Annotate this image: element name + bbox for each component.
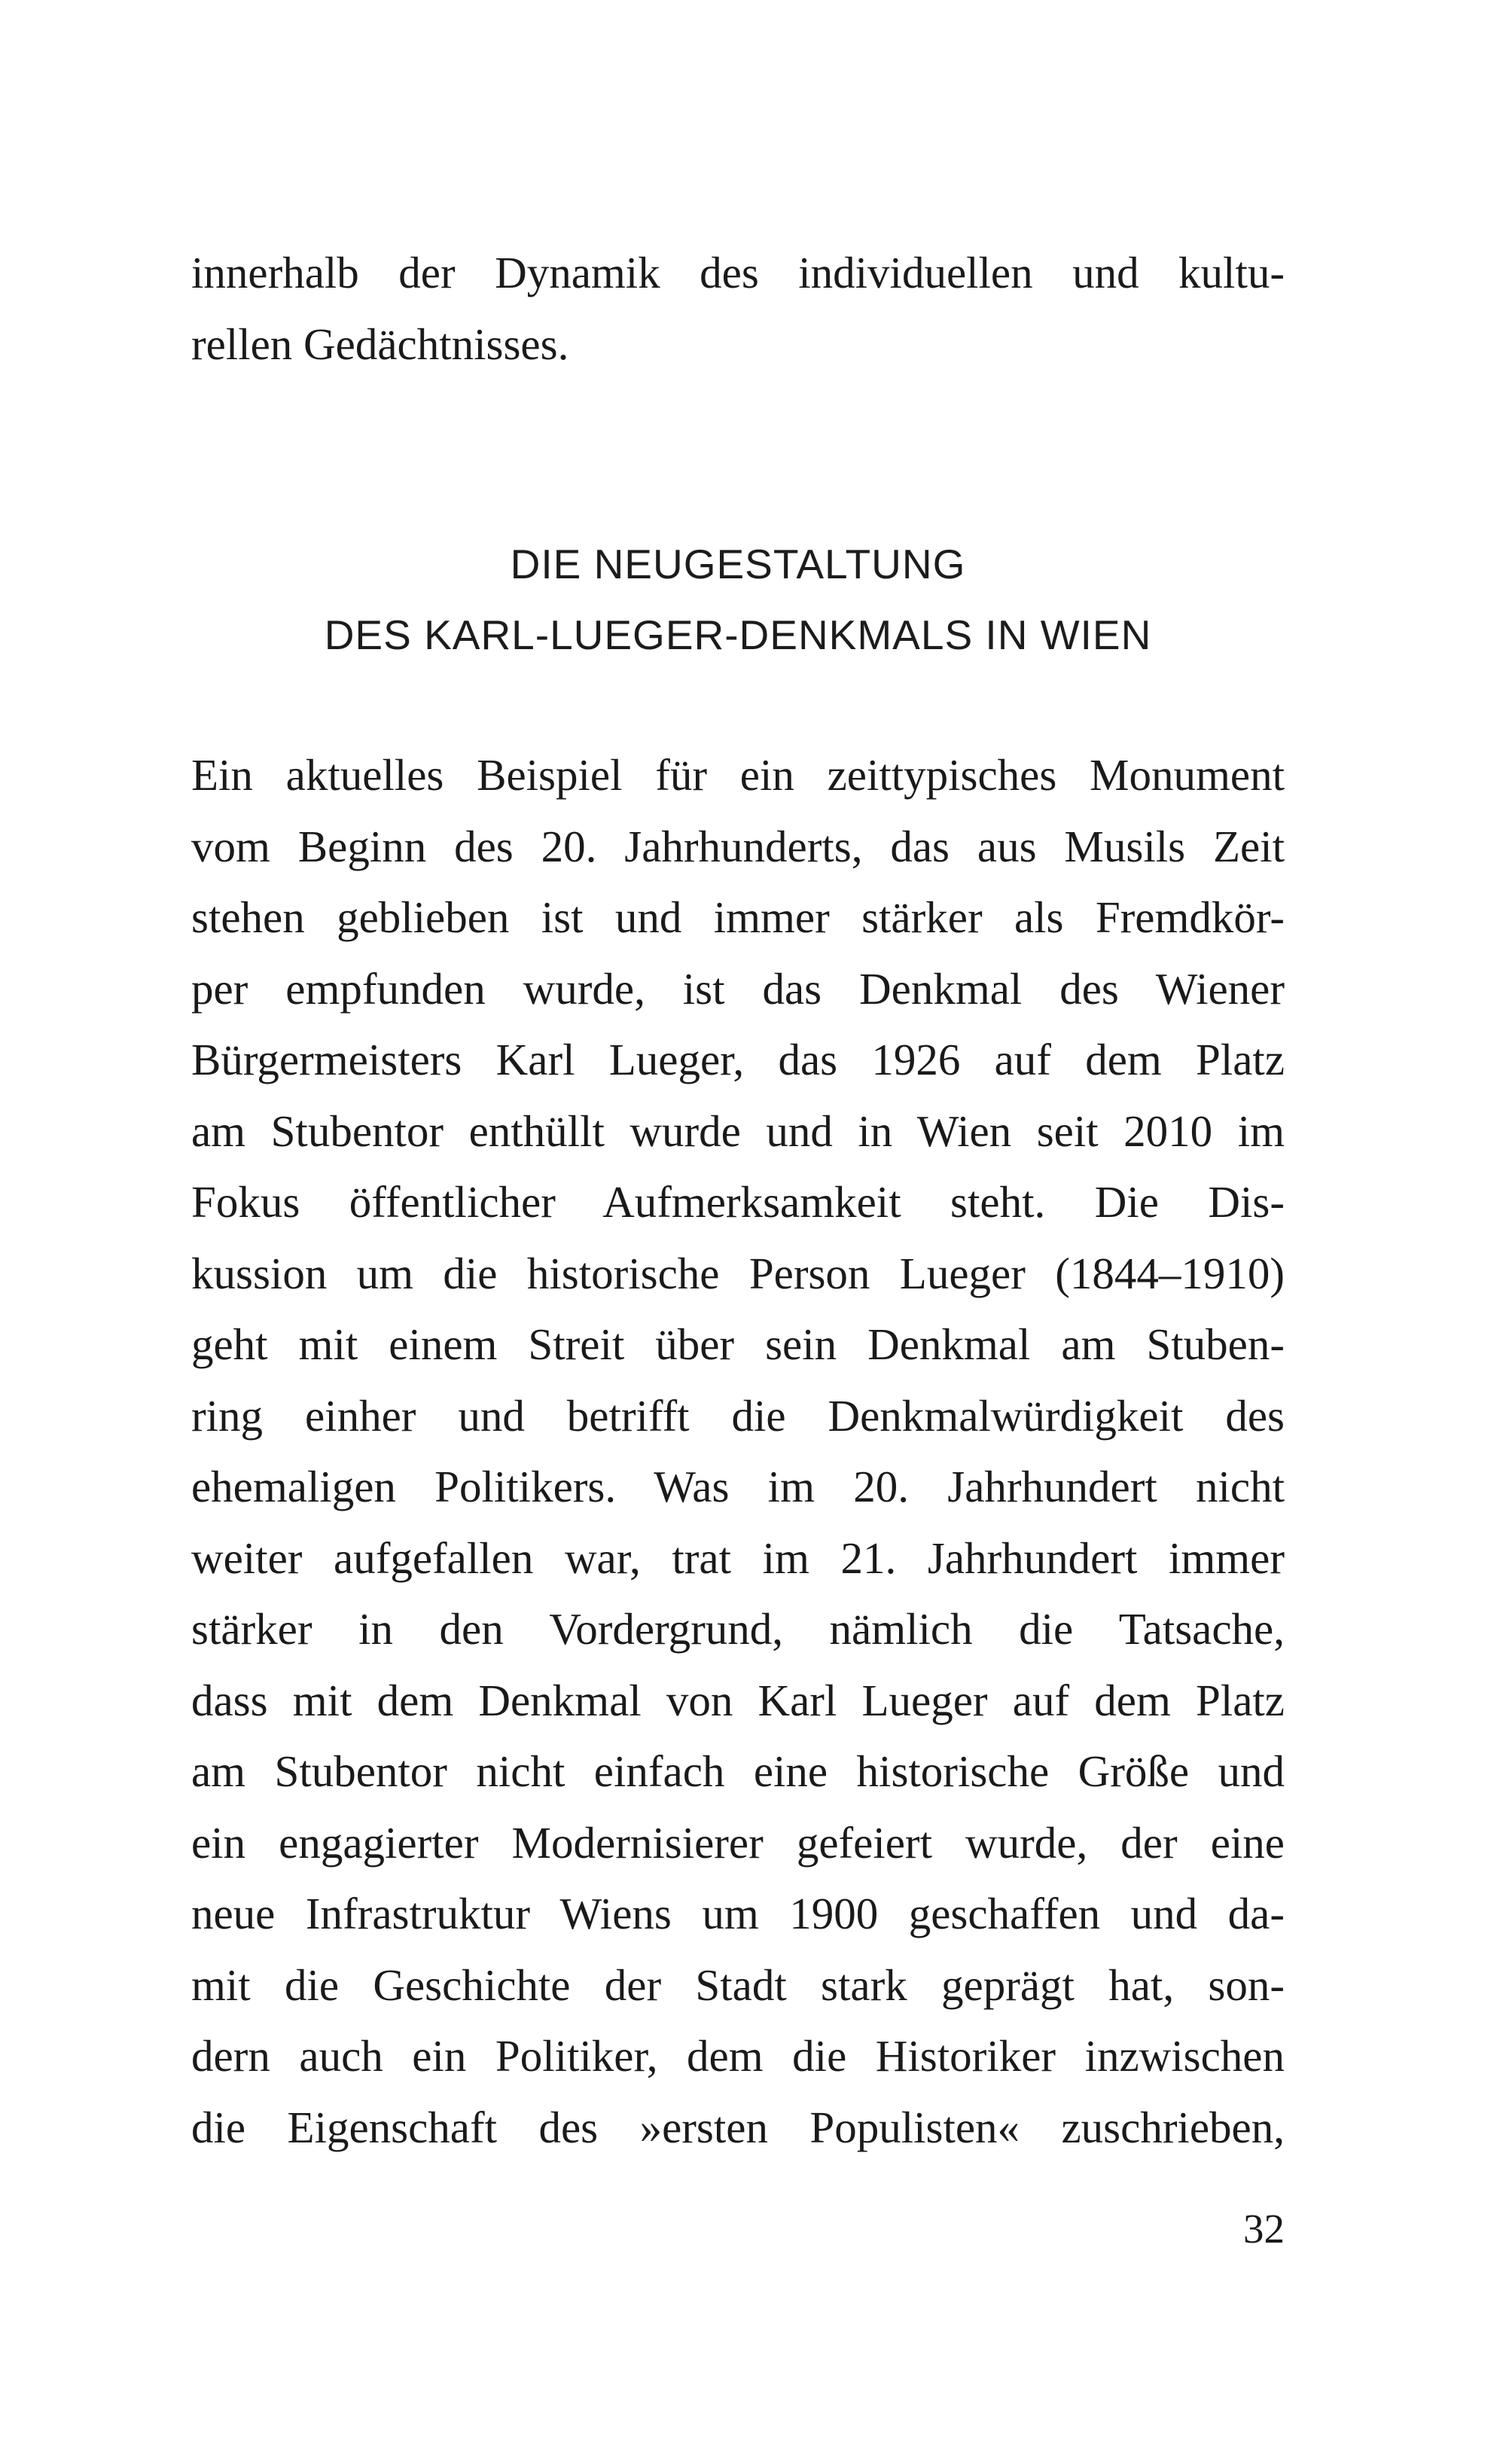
text-line: ehemaligen Politikers. Was im 20. Jahrhundert nicht [191, 1462, 1285, 1511]
text-line: geht mit einem Streit über sein Denkmal am Stuben- [191, 1319, 1285, 1369]
text-line: dass mit dem Denkmal von Karl Lueger auf dem Platz [191, 1675, 1285, 1725]
text-line: kussion um die historische Person Lueger (1844–1910) [191, 1248, 1285, 1298]
section-heading [191, 529, 1285, 670]
body-paragraph [191, 740, 1285, 2163]
text-line: stärker in den Vordergrund, nämlich die Tatsache, [191, 1604, 1285, 1654]
text-line: die Eigenschaft des »ersten Populisten« zuschrieben, [191, 2102, 1285, 2152]
text-line: weiter aufgefallen war, trat im 21. Jahrhundert immer [191, 1532, 1285, 1583]
text-line: am Stubentor nicht einfach eine historische Größe und [191, 1746, 1285, 1796]
text-line: rellen Gedächtnisses. [191, 319, 569, 369]
text-line: neue Infrastruktur Wiens um 1900 geschaffen und da- [191, 1889, 1285, 1938]
text-line: ring einher und betrifft die Denkmalwürdigkeit des [191, 1390, 1285, 1441]
text-line: Bürgermeisters Karl Lueger, das 1926 auf dem Platz [191, 1035, 1285, 1084]
text-line: ein engagierter Modernisierer gefeiert wurde, der eine [191, 1817, 1285, 1868]
text-line: per empfunden wurde, ist das Denkmal des Wiener [191, 963, 1285, 1014]
text-line: vom Beginn des 20. Jahrhunderts, das aus Musils Zeit [191, 821, 1285, 871]
text-line: am Stubentor enthüllt wurde und in Wien seit 2010 im [191, 1105, 1285, 1156]
text-line: Fokus öffentlicher Aufmerksamkeit steht. Die Dis- [191, 1177, 1285, 1227]
page-number: 32 [1243, 2206, 1285, 2252]
text-line: stehen geblieben ist und immer stärker als Fremdkör- [191, 892, 1285, 942]
text-line: Ein aktuelles Beispiel für ein zeittypisches Monument [191, 750, 1285, 800]
text-line: dern auch ein Politiker, dem die Historiker inzwischen [191, 2031, 1285, 2081]
text-line: mit die Geschichte der Stadt stark geprägt hat, son- [191, 1959, 1285, 2010]
text-line: innerhalb der Dynamik des individuellen und kultu- [191, 248, 1285, 297]
intro-paragraph [191, 237, 1285, 380]
section-heading-line-2: DES KARL-LUEGER-DENKMALS IN WIEN [324, 611, 1152, 658]
section-heading-line-1: DIE NEUGESTALTUNG [510, 541, 966, 587]
